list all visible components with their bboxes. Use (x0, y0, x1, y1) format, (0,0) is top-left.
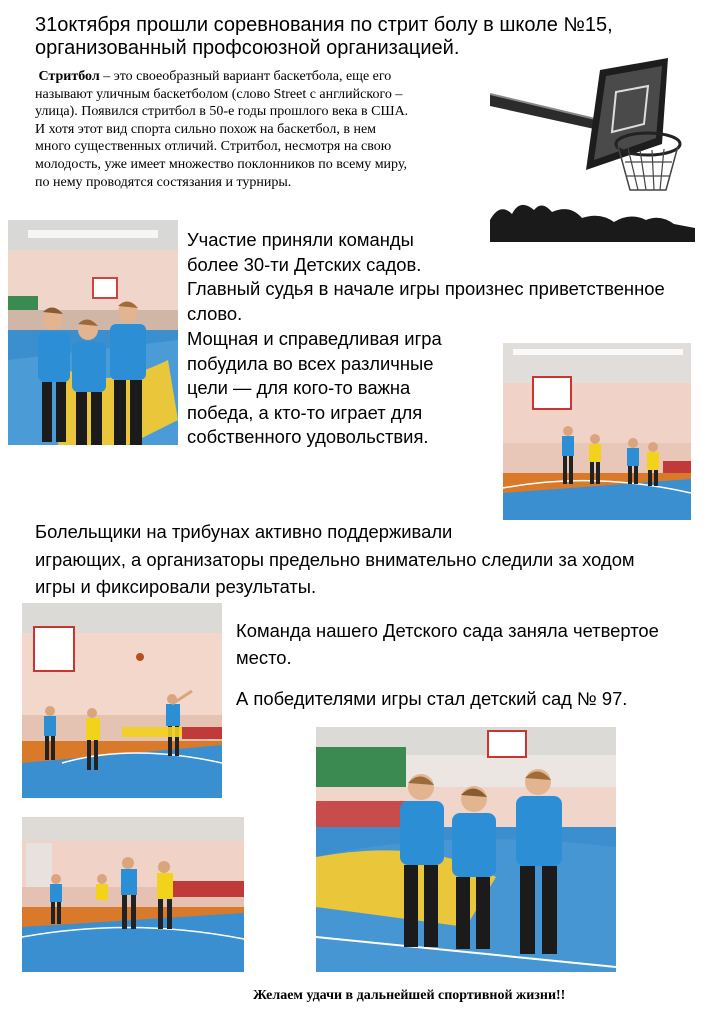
intro-line: по нему проводятся состязания и турниры. (35, 174, 292, 190)
intro-line: много существенных отличий. Стритбол, несмотря на свою (35, 139, 392, 155)
text-line: Команда нашего Детского сада заняла четвертое (236, 620, 659, 641)
text-line: победа, а кто-то играет для (187, 401, 423, 423)
title-line-2: организованный профсоюзной организацией. (35, 37, 460, 59)
hoop-illustration (490, 52, 695, 242)
text-line: более 30-ти Детских садов. (187, 253, 422, 275)
text-line: играющих, а организаторы предельно внимательно следили за ходом (35, 548, 635, 570)
photo-match (22, 817, 244, 972)
text-line: игры и фиксировали результаты. (35, 576, 317, 598)
closing-wish: Желаем удачи в дальнейшей спортивной жизни!! (253, 988, 566, 1003)
text-line: собственного удовольствия. (187, 426, 429, 448)
text-line: Болельщики на трибунах активно поддерживали (35, 521, 453, 542)
text-line: слово. (187, 302, 243, 324)
photo-team-large (316, 727, 616, 972)
photo-team-three (8, 220, 178, 445)
photo-shot (22, 603, 222, 798)
text-line: цели — для кого-то важна (187, 377, 411, 399)
intro-line: И хотя этот вид спорта сильно похож на баскетбол, в нем (35, 121, 377, 137)
text-line: побудила во всех различные (187, 352, 434, 374)
text-block-place (236, 619, 706, 670)
text-block-winners (236, 687, 706, 712)
text-line: Мощная и справедливая игра (187, 328, 442, 349)
text-line: Участие приняли команды (187, 229, 414, 250)
text-line: А победителями игры стал детский сад № 97. (236, 688, 628, 709)
text-block-fans (35, 520, 715, 600)
intro-term: Стритбол (38, 69, 100, 84)
intro-line: Стритбол – это своеобразный вариант баскетбола, еще его (38, 69, 392, 84)
intro-line: молодость, уже имеет множество поклонников по всему миру, (35, 156, 407, 172)
intro-line: улица). Появился стритбол в 50-е годы прошлого века в США. (35, 104, 409, 120)
intro-paragraph (35, 68, 485, 191)
text-block-game (187, 327, 497, 450)
text-line: место. (236, 646, 292, 668)
photo-game-action (503, 343, 691, 520)
text-line: Главный судья в начале игры произнес приветственное (187, 278, 665, 300)
text-block-participation (187, 228, 717, 326)
title-line-1: 31октября прошли соревнования по стрит болу в школе №15, (35, 14, 613, 36)
intro-line: называют уличным баскетболом (слово Street с английского – (35, 86, 403, 102)
